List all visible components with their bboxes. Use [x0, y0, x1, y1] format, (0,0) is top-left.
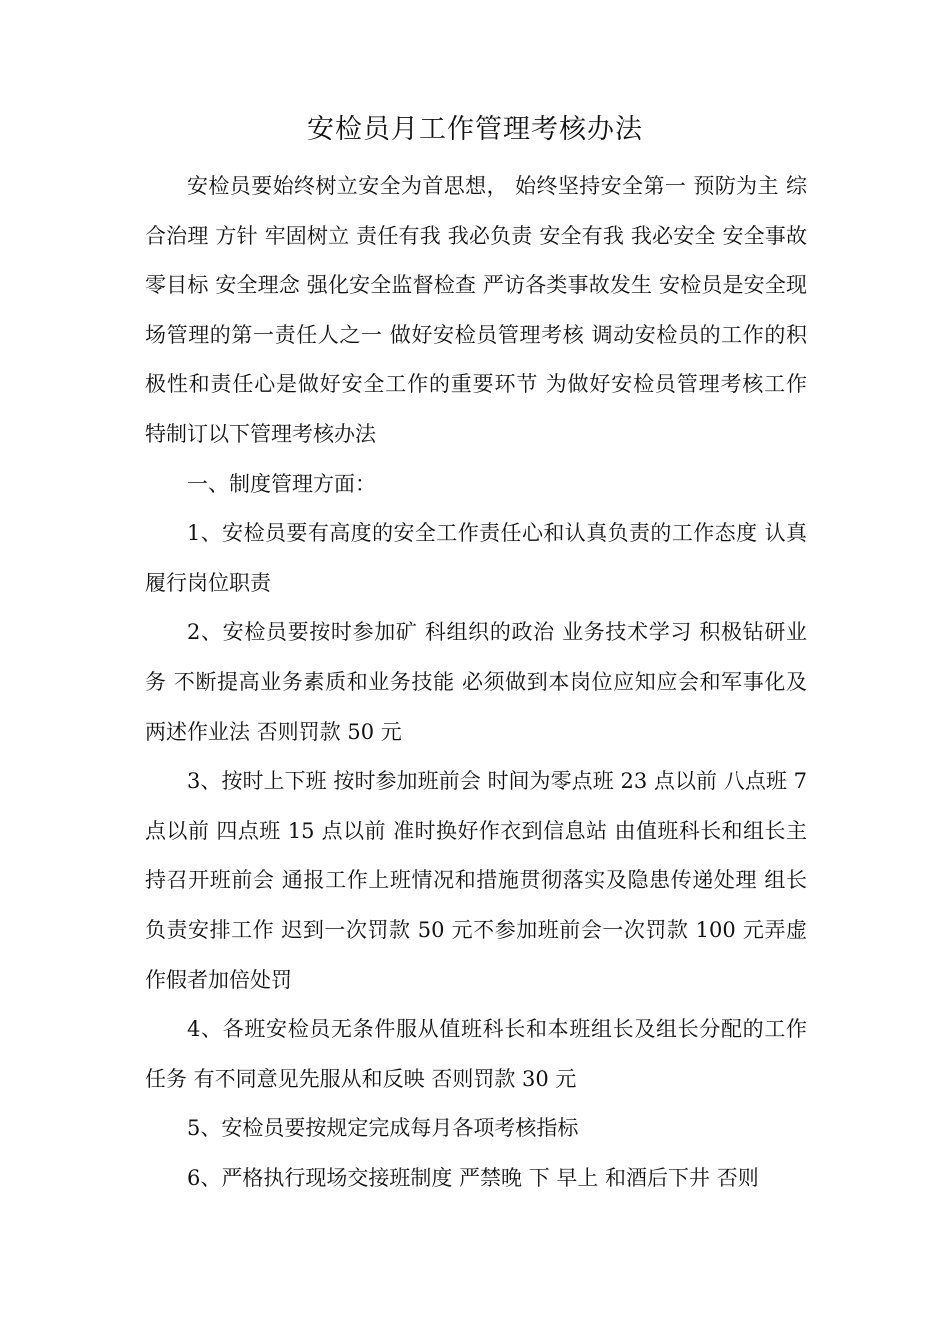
rule-item-6: 6、严格执行现场交接班制度 严禁晚 下 早上 和酒后下井 否则 [187, 1165, 759, 1190]
rule-item-3: 3、按时上下班 按时参加班前会 时间为零点班 23 点以前 八点班 7 点以前 四点班 15 点以前 准时换好作衣到信息站 由值班科长和组长主持召开班前会 通报工作上班情况和措施贯彻落实及隐患传递处理 组长负责安排工作 迟到一次罚款 50 元不参加班前会一次罚款 100 元弄虚作假者加倍处罚 [145, 769, 807, 992]
rule-item-4: 4、各班安检员无条件服从值班科长和本班组长及组长分配的工作任务 有不同意见先服从和反映 否则罚款 30 元 [145, 1017, 807, 1091]
rule-item-2: 2、安检员要按时参加矿 科组织的政治 业务技术学习 积极钻研业务 不断提高业务素质和业务技能 必须做到本岗位应知应会和军事化及两述作业法 否则罚款 50 元 [145, 620, 807, 744]
document-title: 安检员月工作管理考核办法 [307, 114, 643, 145]
section-heading: 一、制度管理方面： [187, 471, 376, 496]
rule-item-1: 1、安检员要有高度的安全工作责任心和认真负责的工作态度 认真履行岗位职责 [145, 521, 807, 595]
document-body [145, 162, 807, 1203]
intro-paragraph: 安检员要始终树立安全为首思想， 始终坚持安全第一 预防为主 综合治理 方针 牢固树立 责任有我 我必负责 安全有我 我必安全 安全事故零目标 安全理念 强化安全监督检查 严访各类事故发生 安检员是安全现场管理的第一责任人之一 做好安检员管理考核 调动安检员的工作的积极性和责任心是做好安全工作的重要环节 为做好安检员管理考核工作 特制订以下管理考核办法 [145, 174, 807, 446]
rule-item-5: 5、安检员要按规定完成每月各项考核指标 [187, 1116, 579, 1141]
